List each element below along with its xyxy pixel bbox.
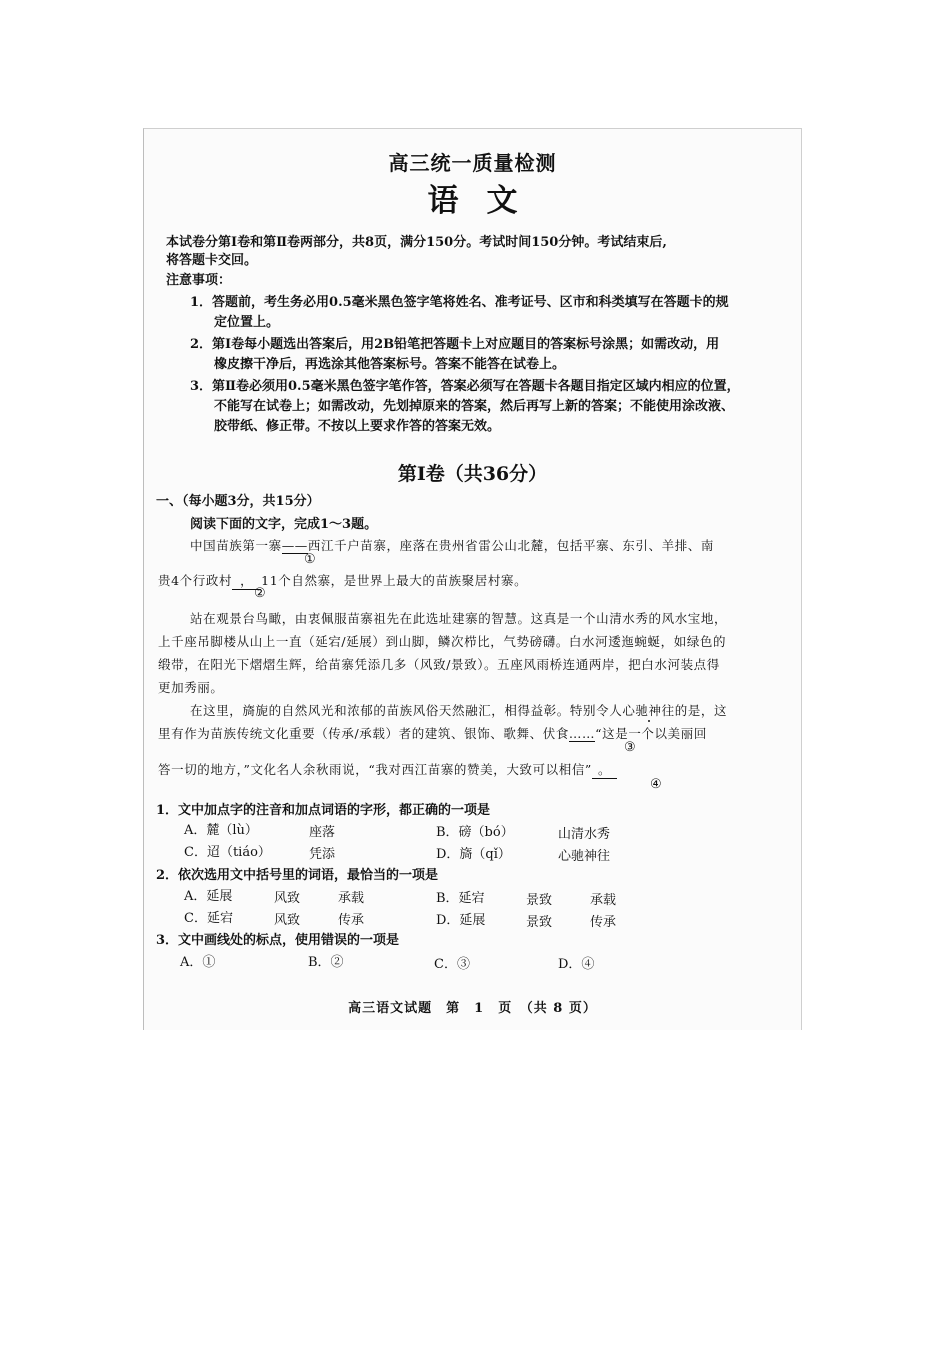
q3-option-b: B．②	[308, 955, 344, 970]
mark-1: ①	[304, 552, 316, 567]
mark-3: ③	[624, 740, 636, 755]
notice-title: 注意事项：	[166, 273, 232, 288]
exam-title: 高三统一质量检测	[388, 151, 557, 175]
q2-option-a-word-2: 风致	[274, 891, 301, 906]
q2-option-b-word-2: 景致	[526, 893, 553, 908]
notice-item-3-line-1: 3．第Ⅱ卷必须用0.5毫米黑色签字笔作答，答案必须写在答题卡各题目指定区域内相应的位置，	[190, 379, 740, 394]
question-3-stem: 3．文中画线处的标点，使用错误的一项是	[156, 933, 400, 948]
passage-line-9	[158, 760, 617, 779]
passage-text: 中国苗族第一寨	[190, 538, 282, 553]
passage-line-4: 上千座吊脚楼从山上一直（延宕/延展）到山脚，鳞次栉比，气势磅礴。白水河逶迤蜿蜒，如绿色的	[158, 634, 727, 649]
q1-option-a-word: 座落	[309, 825, 336, 840]
part-title: 一、（每小题3分，共15分）	[156, 494, 320, 509]
passage-line-6: 更加秀丽。	[158, 680, 224, 695]
page-footer: 高三语文试题 第 1 页 （共 8 页）	[348, 1001, 597, 1016]
passage-text: 贵4个行政村	[158, 573, 233, 588]
q2-option-b-word-3: 承载	[590, 893, 617, 908]
notice-item-2-line-1: 2．第Ⅰ卷每小题选出答案后，用2B铅笔把答题卡上对应题目的答案标号涂黑；如需改动，用	[190, 337, 720, 352]
section-title: 第Ⅰ卷（共36分）	[397, 463, 548, 485]
q2-option-d-word-2: 景致	[526, 915, 553, 930]
q1-option-b-word: 山清水秀	[558, 827, 611, 842]
passage-line-1	[190, 536, 714, 554]
mark-4: ④	[650, 777, 662, 792]
reading-instruction: 阅读下面的文字，完成1～3题。	[190, 517, 378, 532]
q1-option-d: D．旖（qǐ）	[436, 847, 511, 862]
underlined-comma: ，	[232, 571, 261, 590]
underlined-period: 。	[592, 760, 617, 779]
q1-option-a: A．麓（lù）	[184, 823, 258, 838]
subject-title: 语文	[427, 183, 546, 219]
mark-2: ②	[254, 586, 266, 601]
underlined-ellipsis: ……	[568, 726, 596, 741]
passage-text: 的是，这	[674, 703, 728, 718]
intro-line-1: 本试卷分第Ⅰ卷和第Ⅱ卷两部分，共8页，满分150分。考试时间150分钟。考试结束后,	[166, 235, 667, 250]
passage-text: 在这里，旖旎的自然风光和浓郁的苗族风俗天然融汇，相得益彰。特别令人	[190, 703, 623, 718]
passage-text: 里有作为苗族传统文化重要（传承/承载）者的建筑、银饰、歌舞、伏食	[158, 726, 569, 741]
passage-line-5: 缎带，在阳光下熠熠生辉，给苗寨凭添几多（风致/景致）。五座风雨桥连通两岸，把白水河装点得	[158, 657, 720, 672]
passage-line-2	[158, 571, 527, 590]
q3-option-d: D．④	[558, 957, 595, 972]
q2-option-a-word-3: 承载	[338, 891, 365, 906]
q2-option-d-word-3: 传承	[590, 915, 617, 930]
notice-item-3-line-2: 不能写在试卷上；如需改动，先划掉原来的答案，然后再写上新的答案；不能使用涂改液、	[214, 399, 735, 414]
q2-option-b: B．延宕	[436, 891, 485, 906]
q3-option-c: C．③	[434, 957, 470, 972]
passage-line-7	[190, 701, 727, 719]
q2-option-c: C．延宕	[184, 911, 233, 926]
exam-page	[143, 128, 802, 1030]
q1-option-b: B．磅（bó）	[436, 825, 514, 840]
underlined-dash: ——	[281, 538, 308, 553]
notice-item-3-line-3: 胶带纸、修正带。不按以上要求作答的答案无效。	[214, 419, 501, 434]
question-1-stem: 1．文中加点字的注音和加点词语的字形，都正确的一项是	[156, 803, 491, 818]
notice-item-1-line-2: 定位置上。	[214, 315, 280, 330]
q2-option-c-word-2: 风致	[274, 913, 301, 928]
notice-item-1-line-1: 1．答题前，考生务必用0.5毫米黑色签字笔将姓名、准考证号、区市和科类填写在答题卡的规	[190, 295, 729, 310]
notice-item-2-line-2: 橡皮擦干净后，再选涂其他答案标号。答案不能答在试卷上。	[214, 357, 566, 372]
passage-text: “这是一个以美丽回	[595, 726, 707, 741]
passage-line-3: 站在观景台鸟瞰，由衷佩服苗寨祖先在此选址建寨的智慧。这真是一个山清水秀的风水宝地，	[190, 611, 728, 626]
q2-option-d: D．延展	[436, 913, 486, 928]
q1-option-c-word: 凭添	[309, 847, 336, 862]
q1-option-c: C．迢（tiáo）	[184, 845, 271, 860]
q3-option-a: A．①	[180, 955, 216, 970]
intro-line-2: 将答题卡交回。	[166, 253, 258, 268]
q2-option-a: A．延展	[184, 889, 233, 904]
dotted-phrase: 心驰神往	[622, 703, 675, 718]
q1-option-d-word: 心驰神往	[558, 849, 611, 864]
passage-text: 11个自然寨，是世界上最大的苗族聚居村寨。	[261, 573, 528, 588]
passage-text: 答一切的地方，”文化名人余秋雨说，“我对西江苗寨的赞美，大致可以相信”	[158, 762, 592, 777]
q2-option-c-word-3: 传承	[338, 913, 365, 928]
passage-text: 西江千户苗寨，座落在贵州省雷公山北麓，包括平寨、东引、羊排、南	[307, 538, 715, 553]
question-2-stem: 2．依次选用文中括号里的词语，最恰当的一项是	[156, 868, 439, 883]
